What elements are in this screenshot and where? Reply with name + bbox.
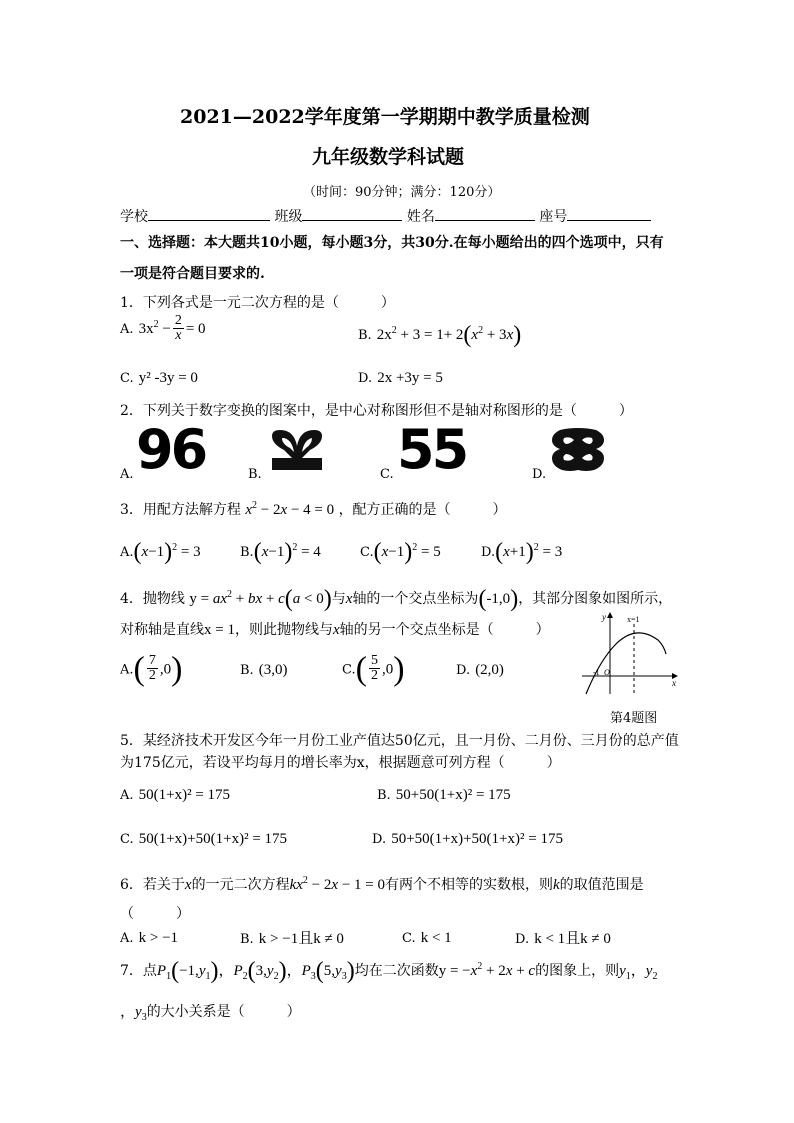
option-label: A. — [120, 544, 134, 560]
option-label: A. — [120, 788, 134, 803]
name-blank[interactable] — [435, 206, 535, 221]
q4-stem-part: ，其部分图象如图所示， — [518, 590, 673, 607]
q3-stem-prefix: 3．用配方法解方程 — [120, 502, 241, 518]
q1-stem: 1．下列各式是一元二次方程的是（ ） — [120, 295, 395, 311]
q3-a-rhs: 3 — [193, 543, 201, 560]
q2-glyph-96: 96 — [136, 418, 206, 481]
q7-stem-part: 均在二次函数 — [354, 962, 439, 979]
q1-d-expr: 2x +3y = 5 — [377, 370, 443, 386]
exam-subtitle: 九年级数学科试题 — [312, 146, 465, 168]
q6-c-expr: k < 1 — [420, 930, 452, 946]
q2-glyph-55: 55 — [397, 418, 467, 481]
q7-stem-part: 7．点 — [120, 962, 157, 979]
q2-glyph-heart-shape — [266, 428, 328, 476]
q6-b-expr: k > −1且k ≠ 0 — [258, 931, 344, 947]
q6-stem-part: 有两个不相等的实数根，则 — [384, 877, 553, 893]
option-label: B. — [358, 327, 372, 343]
option-label: C. — [120, 832, 134, 847]
q5-option-c[interactable] — [120, 828, 287, 848]
option-label: C. — [402, 931, 416, 946]
q4-stem-part: 4．抛物线 — [120, 590, 185, 607]
q6-d-expr: k < 1且k ≠ 0 — [534, 931, 611, 947]
q2-label-a[interactable]: A. — [120, 467, 134, 482]
q5-option-b[interactable] — [377, 784, 511, 804]
option-label: D. — [372, 832, 387, 847]
q1-option-d[interactable] — [358, 367, 443, 387]
q3-b-rhs: 4 — [313, 543, 321, 560]
figure-parabola — [586, 633, 666, 694]
q3-option-b[interactable]: $B.(x-1)^2 = 4$ — [240, 539, 321, 565]
q3-d-rhs: 3 — [554, 543, 563, 560]
q4-b-value: (3,0) — [258, 662, 288, 678]
q4-stem-part: 与 — [331, 590, 346, 607]
q6-option-a[interactable] — [120, 927, 178, 947]
q2-stem: 2．下列关于数字变换的图案中，是中心对称图形但不是轴对称图形的是（ ） — [120, 403, 633, 419]
section-heading-line1: 一、选择题：本大题共10小题，每小题3分，共30分.在每小题给出的四个选项中，只有 — [120, 235, 664, 251]
q5-stem-line2: 为175亿元，若设平均每月的增长率为x，根据题意可列方程（ ） — [120, 755, 561, 771]
q4-option-b[interactable] — [240, 659, 288, 679]
option-label: A. — [120, 662, 134, 678]
name-label: 姓名 — [406, 209, 435, 225]
q4-option-c[interactable]: C.( $\frac{5}{2}$ ,0) — [342, 651, 405, 688]
q6-option-b[interactable] — [240, 927, 344, 948]
figure-y-arrow — [607, 612, 613, 618]
q2-label-b[interactable]: B. — [248, 467, 262, 482]
q4-stem-part: 轴的一个交点坐标为 — [352, 590, 479, 607]
q7-stem-line2: ，$y_3$的大小关系是（ ） — [120, 1004, 301, 1023]
q4-stem-part: ，则此抛物线与 — [234, 622, 333, 638]
q5-c-expr: 50(1+x)+50(1+x)² = 175 — [138, 831, 288, 847]
q6-a-expr: k > −1 — [138, 930, 179, 946]
q6-stem-part: 6．若关于 — [120, 877, 185, 893]
q4-option-a[interactable]: A.( $\frac{7}{2}$ ,0) — [120, 651, 183, 688]
q7-stem-part: 的图象上，则 — [535, 962, 620, 979]
option-label: D. — [515, 932, 530, 947]
q2-label-c[interactable]: C. — [380, 467, 394, 482]
school-blank[interactable] — [148, 206, 270, 221]
q5-b-expr: 50+50(1+x)² = 175 — [395, 787, 511, 803]
option-label: D. — [481, 544, 496, 560]
q5-a-expr: 50(1+x)² = 175 — [138, 787, 231, 803]
q4-stem-part: 轴的另一个交点坐标是（ ） — [339, 622, 550, 638]
q5-option-a[interactable] — [120, 784, 230, 804]
q5-option-d[interactable] — [372, 828, 563, 848]
q6-option-d[interactable] — [515, 927, 611, 948]
figure-label-y: y — [602, 612, 606, 622]
option-label: C. — [120, 371, 134, 386]
q2-e3-path — [552, 428, 604, 471]
q5-d-expr: 50+50(1+x)+50(1+x)² = 175 — [391, 831, 563, 847]
figure-label-x: x — [672, 678, 676, 688]
seat-blank[interactable] — [567, 206, 651, 221]
q2-heart-path — [272, 430, 322, 470]
option-label: C. — [360, 544, 374, 560]
q7-stem-part: 的大小关系是（ ） — [146, 1004, 301, 1020]
q6-stem-part: 的一元二次方程 — [191, 877, 290, 893]
q4-parabola-figure — [580, 610, 680, 696]
q1-c-expr: y² -3y = 0 — [138, 370, 198, 386]
section-heading-line2: 一项是符合题目要求的. — [120, 266, 265, 282]
option-label: B. — [240, 663, 254, 678]
q4-option-d[interactable] — [456, 659, 504, 679]
exam-title: 2021—2022学年度第一学期期中教学质量检测 — [180, 106, 590, 128]
option-label: C. — [342, 662, 356, 678]
option-label: A. — [120, 322, 134, 337]
q3-stem-suffix: ，配方正确的是（ ） — [338, 502, 507, 518]
q4-d-value: (2,0) — [475, 662, 504, 678]
class-blank[interactable] — [302, 206, 402, 221]
q6-option-c[interactable] — [402, 927, 452, 947]
school-label: 学校 — [120, 209, 148, 225]
q4-figure-caption: 第4题图 — [610, 711, 658, 726]
q6-stem-line2: （ ） — [120, 906, 190, 922]
q1-option-c[interactable] — [120, 367, 198, 387]
q3-option-c[interactable]: $C.(x-1)^2 = 5$ — [360, 539, 441, 565]
option-label: B. — [240, 544, 254, 560]
q2-label-d[interactable]: D. — [532, 467, 547, 482]
seat-label: 座号 — [539, 209, 568, 225]
q3-stem: 3．用配方法解方程 $x^2 - 2x - 4 = 0$ ，配方正确的是（ ） — [120, 500, 507, 518]
q3-option-a[interactable]: $A.(x-1)^2 = 3$ — [120, 539, 201, 565]
q1-option-a[interactable]: A. $3x^2$ − $\frac{2}{x}$ = 0 — [120, 313, 206, 343]
q5-stem-line1: 5．某经济技术开发区今年一月份工业产值达50亿元，且一月份、二月份、三月份的总产值 — [120, 733, 679, 749]
q3-c-rhs: 5 — [433, 543, 441, 560]
option-label: A. — [120, 931, 134, 946]
q7-stem-line1: 7．点$P_1(-1,y_1)$，$P_2(3,y_2)$，$P_3(5,y_3)$均在二次函数$y = -x^2 + 2x + c$的图象上，则$y_1$，$y_2$ — [120, 958, 658, 984]
figure-label-origin: O — [604, 668, 610, 677]
option-label: B. — [240, 932, 254, 947]
q3-option-d[interactable]: $D.(x+1)^2 = 3$ — [481, 539, 563, 565]
q2-glyph-e3-shape — [548, 424, 608, 474]
figure-label-line: x=1 — [627, 615, 640, 624]
q4-stem-line2: 对称轴是直线x = 1，则此抛物线与x轴的另一个交点坐标是（ ） — [120, 622, 550, 638]
option-label: B. — [377, 788, 391, 803]
q4-stem-part: 对称轴是直线 — [120, 622, 204, 638]
exam-info: （时间：90分钟；满分：120分） — [303, 185, 501, 200]
q4-stem-line1: 4．抛物线 $y = ax^2$ + bx + c(a < 0)与x轴的一个交点坐标为(-1,0)，其部分图象如图所示， — [120, 586, 673, 612]
q6-stem-line1: 6．若关于x的一元二次方程$kx^2 - 2x - 1 = 0$有两个不相等的实数根，则k的取值范围是 — [120, 875, 644, 893]
class-label: 班级 — [274, 209, 303, 225]
figure-label-neg1: -1 — [593, 668, 600, 677]
option-label: D. — [456, 663, 471, 678]
q6-stem-part: 的取值范围是 — [559, 877, 644, 893]
option-label: D. — [358, 371, 373, 386]
student-info-line — [120, 206, 651, 226]
q1-option-b[interactable]: B. $2x^2 + 3 = 1+ 2(x^2 + 3x)$ — [358, 322, 522, 348]
